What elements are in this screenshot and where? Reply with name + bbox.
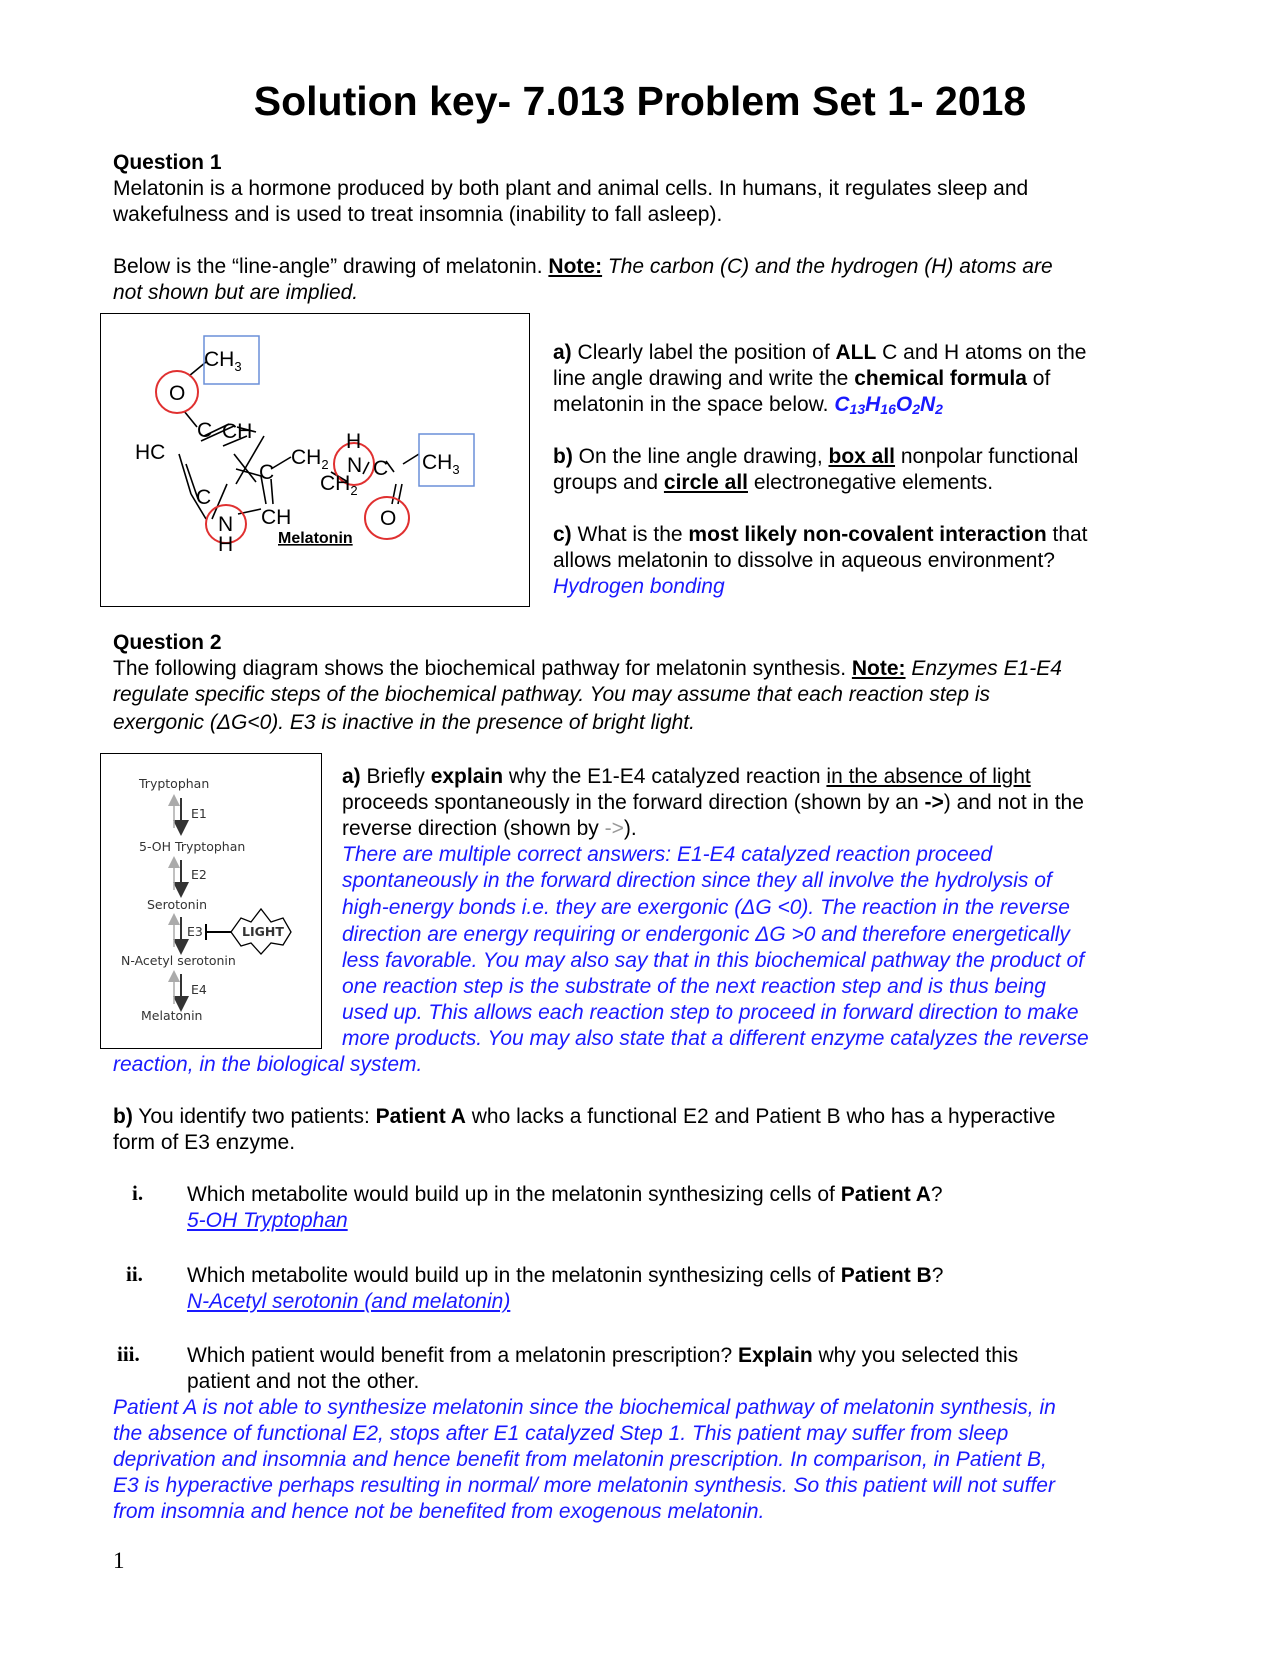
q2b-line2: form of E3 enzyme. [113, 1131, 296, 1154]
q1b-text2: nonpolar functional [895, 445, 1079, 468]
q2a-answer-line-9: reaction, in the biological system. [113, 1053, 423, 1076]
pathway-light: LIGHT [242, 924, 284, 939]
q2a-answer-line-7: used up. This allows each reaction step to proceed in forward direction to make [342, 1001, 1079, 1024]
pathway-e2: E2 [191, 867, 207, 882]
q1a-label: a) [553, 341, 572, 364]
item-ii-text: Which metabolite would build up in the melatonin synthesizing cells of [187, 1264, 841, 1287]
item-i-end: ? [930, 1183, 943, 1206]
item-iii-answer-line-3: deprivation and insomnia and hence benefit from melatonin prescription. In comparison, in Patient B, [113, 1448, 1047, 1471]
q2-intro-end: Enzymes E1-E4 [905, 657, 1062, 680]
q1c-line2: allows melatonin to dissolve in aqueous environment? [553, 549, 1055, 572]
q1b-text4: electronegative elements. [747, 471, 994, 494]
pathway-e1: E1 [191, 806, 207, 821]
pathway-5oh-tryptophan: 5-OH Tryptophan [139, 839, 246, 854]
q2a-forward-arrow: -> [924, 791, 944, 814]
q2a-text3: proceeds spontaneously in the forward direction (shown by an [342, 791, 925, 814]
q1b-label: b) [553, 445, 573, 468]
item-ii-number: ii. [126, 1262, 143, 1286]
item-iii-answer-line-2: the absence of functional E2, stops after E1 catalyzed Step 1. This patient may suffer from sleep [113, 1422, 1009, 1445]
q2-note-label: Note: [851, 657, 906, 680]
q1a-line1 [553, 340, 1086, 366]
q2-intro-line3: exergonic (ΔG<0). E3 is inactive in the presence of bright light. [113, 711, 695, 734]
q2a-text2: why the E1-E4 catalyzed reaction [503, 765, 827, 788]
item-iii-number: iii. [117, 1342, 140, 1366]
item-iii-text: Which patient would benefit from a melatonin prescription? [187, 1344, 738, 1367]
q2a-answer-line-3: high-energy bonds i.e. they are exergonic (ΔG <0). The reaction in the reverse [342, 896, 1070, 919]
q1a-text4: of [1026, 367, 1051, 390]
q2a-answer-line-5: less favorable. You may also say that in this biochemical pathway the product of [342, 949, 1085, 972]
q1b-line2 [553, 470, 993, 496]
q2a-answer-line-8: more products. You may also state that a different enzyme catalyzes the reverse [342, 1027, 1089, 1050]
q2a-line1 [342, 764, 1031, 790]
item-ii-patient: Patient B [840, 1264, 932, 1287]
q1b-box-all: box all [828, 445, 896, 468]
q2b-patient-a: Patient A [375, 1105, 466, 1128]
atom-o-carbonyl: O [380, 507, 397, 530]
atom-h-ring: H [218, 533, 234, 556]
item-iii-answer-line-1: Patient A is not able to synthesize melatonin since the biochemical pathway of melatonin synthesis, in [113, 1396, 1056, 1419]
q1a-all: ALL [835, 341, 877, 364]
q1a-text2: C and H atoms on the [876, 341, 1087, 364]
atom-ch3-top: $CH_3$ [204, 348, 242, 374]
item-iii-question [187, 1343, 1018, 1369]
q2a-reverse-arrow: -> [604, 817, 624, 840]
q1b-text3: groups and [553, 471, 664, 494]
q1b-text1: On the line angle drawing, [572, 445, 829, 468]
item-i-answer: 5-OH Tryptophan [187, 1209, 348, 1232]
q1b-line1 [553, 444, 1078, 470]
q2a-line2 [342, 790, 1084, 816]
q2a-label: a) [342, 765, 361, 788]
q1-note-label: Note: [548, 255, 603, 278]
atom-c-amide: C [373, 457, 389, 480]
atom-ch2-b: $CH_2$ [320, 472, 358, 498]
atom-hc: HC [135, 441, 166, 464]
q1-intro-line1: Melatonin is a hormone produced by both plant and animal cells. In humans, it regulates sleep and [113, 177, 1029, 200]
q2-intro-text: The following diagram shows the biochemical pathway for melatonin synthesis. [113, 657, 852, 680]
pathway-e4: E4 [191, 982, 207, 997]
q1c-answer: Hydrogen bonding [553, 575, 725, 598]
item-iii-end: why you selected this [812, 1344, 1019, 1367]
q1c-text2: that [1046, 523, 1088, 546]
atom-o-left: O [169, 382, 186, 405]
q2a-answer-line-6: one reaction step is the substrate of the next reaction step and is thus being [342, 975, 1046, 998]
q2-intro-line2: regulate specific steps of the biochemical pathway. You may assume that each reaction step is [113, 683, 991, 706]
q2b-text2: who lacks a functional E2 and Patient B who has a hyperactive [465, 1105, 1056, 1128]
q2a-text4: ) and not in the [943, 791, 1084, 814]
item-ii-question [187, 1263, 943, 1289]
q2a-answer-line-2: spontaneously in the forward direction since they all involve the hydrolysis of [342, 869, 1052, 892]
q2b-text1: You identify two patients: [132, 1105, 376, 1128]
item-ii-answer: N-Acetyl serotonin (and melatonin) [187, 1290, 511, 1313]
item-iii-explain: Explain [737, 1344, 813, 1367]
q2a-underlined: in the absence of light [826, 765, 1031, 788]
q2b-line1 [113, 1104, 1055, 1130]
q2a-text5: reverse direction (shown by [342, 817, 605, 840]
item-i-number: i. [132, 1181, 144, 1205]
atom-ch2-a: $CH_2$ [291, 446, 329, 472]
atom-ch3-right: $CH_3$ [422, 451, 460, 477]
melatonin-figure [100, 313, 530, 607]
q1c-text1: What is the [571, 523, 689, 546]
bond-lines [179, 362, 419, 519]
q2a-answer-line-1: There are multiple correct answers: E1-E4 catalyzed reaction proceed [342, 843, 993, 866]
item-ii-end: ? [931, 1264, 944, 1287]
q1c-label: c) [553, 523, 572, 546]
page-number: 1 [113, 1548, 125, 1573]
atom-n-amide: N [347, 454, 363, 477]
item-i-text: Which metabolite would build up in the melatonin synthesizing cells of [187, 1183, 841, 1206]
q2a-answer-line-4: direction are energy requiring or endergonic ΔG >0 and therefore energetically [342, 923, 1070, 946]
q1a-text3: line angle drawing and write the [553, 367, 855, 390]
pathway-diagram [101, 754, 320, 1047]
item-i-question [187, 1182, 943, 1208]
molecule-label: Melatonin [278, 530, 353, 547]
q1b-circle-all: circle all [663, 471, 748, 494]
q2a-text1: Briefly [360, 765, 431, 788]
q1-note-line1 [113, 254, 1053, 280]
q1a-formula: $C_{13}H_{16}O_2N_2$ [834, 393, 943, 417]
item-iii-answer-line-4: E3 is hyperactive perhaps resulting in normal/ more melatonin synthesis. So this patient will not suffer [113, 1474, 1055, 1497]
item-iii-line2: patient and not the other. [187, 1370, 420, 1393]
atom-h-amide: H [346, 430, 362, 453]
q1a-line2 [553, 366, 1050, 392]
q1-heading: Question 1 [113, 151, 222, 174]
pathway-melatonin: Melatonin [141, 1008, 203, 1023]
page-title: Solution key- 7.013 Problem Set 1- 2018 [253, 78, 1027, 124]
item-iii-answer-line-5: from insomnia and hence not be benefited from exogenous melatonin. [113, 1500, 765, 1523]
atom-c1: C [197, 419, 213, 442]
q1a-text1: Clearly label the position of [571, 341, 836, 364]
atom-n-ring: N [218, 513, 234, 536]
q2a-explain: explain [430, 765, 504, 788]
q2b-label: b) [113, 1105, 133, 1128]
q1-note-line2: not shown but are implied. [113, 281, 359, 304]
pathway-figure [100, 753, 322, 1049]
atom-ch-lower: CH [261, 506, 292, 529]
q1a-line3 [553, 392, 943, 422]
melatonin-structure [101, 314, 528, 605]
pathway-n-acetyl-serotonin: N-Acetyl serotonin [121, 953, 236, 968]
q2a-line3 [342, 816, 637, 842]
q2a-text6: ). [623, 817, 637, 840]
q1-note-prefix: Below is the “line-angle” drawing of melatonin. [113, 255, 549, 278]
q1a-chem: chemical formula [854, 367, 1027, 390]
pathway-tryptophan: Tryptophan [139, 776, 210, 791]
q1c-bold: most likely non-covalent interaction [688, 523, 1047, 546]
atom-ch-top: CH [222, 420, 253, 443]
atom-c-lower: C [196, 486, 212, 509]
item-i-patient: Patient A [840, 1183, 931, 1206]
q1-intro-line2: wakefulness and is used to treat insomnia (inability to fall asleep). [113, 203, 723, 226]
pathway-serotonin: Serotonin [147, 897, 208, 912]
atom-c-ring: C [259, 461, 275, 484]
q1c-line1 [553, 522, 1088, 548]
pathway-e3: E3 [187, 924, 203, 939]
q2-heading: Question 2 [113, 631, 222, 654]
q1-note-rest: The carbon (C) and the hydrogen (H) atoms are [602, 255, 1053, 278]
q2-intro-line1 [113, 656, 1062, 682]
q1a-text5: melatonin in the space below. [553, 393, 835, 416]
